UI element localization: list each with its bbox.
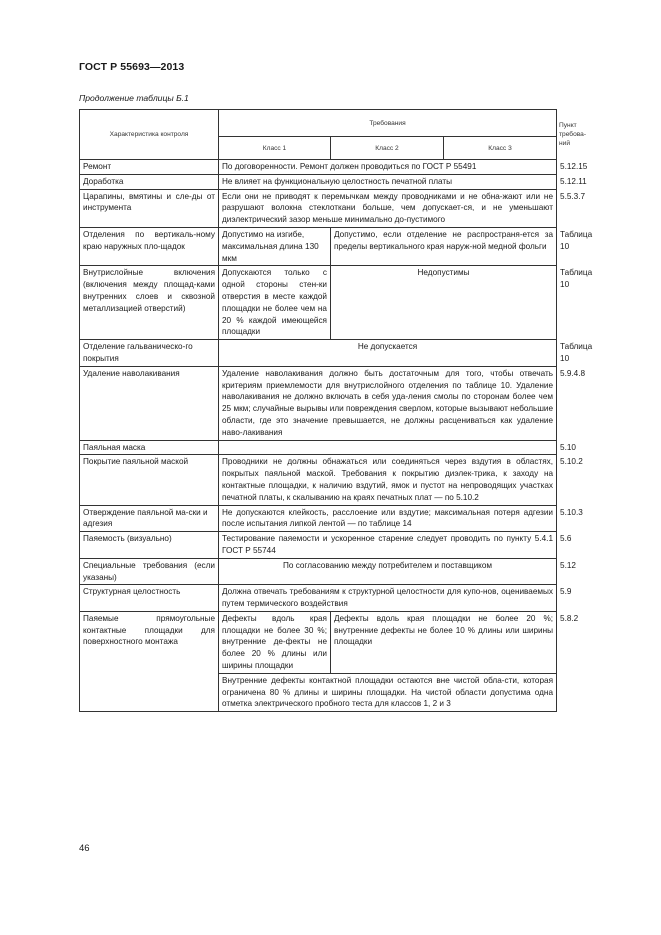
row-requirement: Внутренние дефекты контактной площадки остаются вне чистой обла-сти, которая ограничена 80 % длины и ширины площадки. На чистой области допустима одна отметка электрического пробного теста для классов 1, 2 и 3 (219, 673, 557, 711)
row-class23: Дефекты вдоль края площадки не более 20 %; внутренние дефекты не более 10 % длины или ширины площадки (331, 611, 557, 673)
row-class1: Дефекты вдоль края площадки не более 30 %; внутренние де-фекты не более 20 % длины или ширины площадки (219, 611, 331, 673)
row-name: Отделения по вертикаль-ному краю наружных пло-щадок (80, 227, 219, 265)
table-row: Ремонт По договоренности. Ремонт должен проводиться по ГОСТ Р 55491 5.12.15 (80, 160, 557, 175)
row-class1: Допустимо на изгибе, максимальная длина 130 мкм (219, 227, 331, 265)
row-requirement: Проводники не должны обнажаться или соединяться через вздутия в областях, покрытых паяльной маской. Требования к покрытию диэлек-трика, к заходу на контактные площадки, к наличию вздутий, ямок и пустот на непроводящих участках печатной платы, к скалыванию на краях печатных плат — по 5.10.2 (219, 455, 557, 505)
table-row: Царапины, вмятины и сле-ды от инструмента Если они не приводят к перемычкам между проводниками и не обна-жают или не разрушают волокна стеклоткани больше, чем допускает-ся, и не уменьшают диэлектрический зазор меньше минимально до-пустимого 5.5.3.7 (80, 189, 557, 227)
row-requirement: По согласованию между потребителем и поставщиком (219, 558, 557, 585)
document-code: ГОСТ Р 55693—2013 (79, 61, 185, 73)
row-requirement: По договоренности. Ремонт должен проводиться по ГОСТ Р 55491 (219, 160, 557, 175)
row-class23: Недопустимы (331, 266, 557, 340)
header-characteristic: Характеристика контроля (80, 110, 219, 160)
row-name: Покрытие паяльной маской (80, 455, 219, 505)
row-name: Ремонт (80, 160, 219, 175)
row-class1: Допускаются только с одной стороны стен-ки отверстия в месте каждой площадки не более чем на 20 % каждой имеющейся площадки (219, 266, 331, 340)
row-name: Отверждение паяльной ма-ски и адгезия (80, 505, 219, 532)
table-caption: Продолжение таблицы Б.1 (79, 93, 189, 103)
header-requirements: Требования (219, 110, 557, 137)
row-requirement: Не допускаются клейкость, расслоение или вздутие; максимальная потеря адгезии после испытания липкой лентой — по таблице 14 (219, 505, 557, 532)
table-row: Отделения по вертикаль-ному краю наружных пло-щадок Допустимо на изгибе, максимальная длина 130 мкм Допустимо, если отделение не распространя-ется за пределы вертикального края наруж-ной медной фольги Таблица 10 (80, 227, 557, 265)
row-requirement: Тестирование паяемости и ускоренное старение следует проводить по пункту 5.4.1 ГОСТ Р 55744 (219, 532, 557, 559)
table-row: Отделение гальваническо-го покрытия Не допускается Таблица 10 (80, 340, 557, 367)
row-name: Отделение гальваническо-го покрытия (80, 340, 219, 367)
requirements-table: Характеристика контроля Требования Пункт требова-ний Класс 1 Класс 2 Класс 3 Ремонт По договоренности. Ремонт должен проводиться по ГОСТ Р 55491 5.12.15 Доработка Не влияет на функциональную целостность печатной платы 5.12.11 Царапины, вмятины и сле-ды от инструмента Если они не приводят к перемычкам между проводниками и не обна-жают или не разрушают волокна стеклоткани больше, чем допускает-ся, и не уменьшают диэлектрический зазор меньше минимально до-пустимого 5.5.3.7 Отделения по вертикаль-ному краю наружных пло-щадок Допустимо на изгибе, максимальная длина 130 мкм Допустимо, если отделение не распространя-ется за пределы вертикального края наруж-ной медной фольги Таблица 10 Внутрислойные включения (включения между площад-ками внутренних слоев и сквозной металлизацией отверстий) Допускаются только с одной стороны стен-ки отверстия в месте каждой площадки не более чем на 20 % каждой имеющейся площадки Недопустимы Таблица 10 Отделение гальваническо-го покрытия Не допускается Таблица 10 Удаление наволакивания Удаление наволакивания должно быть достаточным для того, чтобы отвечать критериям приемлемости для внутрислойного отделения по таблице 10. Удаление наволакивания не должно включать в себя уда-ления смолы по сторонам более чем 25 мкм; случайные вырывы или повреждения сверлом, которые вызывают небольшие области, где это значение превышается, не должны расцениваться как удаление наво-лакивания 5.9.4.8 Паяльная маска 5.10 Покрытие паяльной маской Проводники не должны обнажаться или соединяться через вздутия в областях, покрытых паяльной маской. Требования к покрытию диэлек-трика, к заходу на контактные площадки, к наличию вздутий, ямок и пустот на непроводящих участках печатной платы, к скалыванию на краях печатных плат — по 5.10.2 5.10.2 Отверждение паяльной ма-ски и адгезия Не допускаются клейкость, расслоение или вздутие; максимальная потеря адгезии после испытания липкой лентой — по таблице 14 5.10.3 Паяемость (визуально) Тестирование паяемости и ускоренное старение следует проводить по пункту 5.4.1 ГОСТ Р 55744 5.6 Специальные требования (если указаны) По согласованию между потребителем и поставщиком 5.12 Структурная целостность Должна отвечать требованиям к структурной целостности для купо-нов, оцениваемых путем термического воздействия 5.9 Паяемые прямоугольные контактные площадки для поверхностного монтажа Дефекты вдоль края площадки не более 30 %; внутренние де-фекты не более 20 % длины или ширины площадки Дефекты вдоль края площадки не более 20 %; внутренние дефекты не более 10 % длины или ширины площадки 5.8.2 Внутренние дефекты контактной площадки остаются вне чистой обла-сти, которая ограничена 80 % длины и ширины площадки. На чистой области допустима одна отметка электрического пробного теста для классов 1, 2 и 3 (79, 109, 557, 712)
table-row: Доработка Не влияет на функциональную целостность печатной платы 5.12.11 (80, 174, 557, 189)
row-requirement: Не допускается (219, 340, 557, 367)
row-name: Паяльная маска (80, 440, 219, 455)
table-row: Внутрислойные включения (включения между площад-ками внутренних слоев и сквозной металлизацией отверстий) Допускаются только с одной стороны стен-ки отверстия в месте каждой площадки не более чем на 20 % каждой имеющейся площадки Недопустимы Таблица 10 (80, 266, 557, 340)
row-name: Паяемость (визуально) (80, 532, 219, 559)
row-requirement (219, 440, 557, 455)
row-requirement: Не влияет на функциональную целостность печатной платы (219, 174, 557, 189)
row-requirement: Должна отвечать требованиям к структурной целостности для купо-нов, оцениваемых путем термического воздействия (219, 585, 557, 612)
row-requirement: Если они не приводят к перемычкам между проводниками и не обна-жают или не разрушают волокна стеклоткани больше, чем допускает-ся, и не уменьшают диэлектрический зазор меньше минимально до-пустимого (219, 189, 557, 227)
row-requirement: Удаление наволакивания должно быть достаточным для того, чтобы отвечать критериям приемлемости для внутрислойного отделения по таблице 10. Удаление наволакивания не должно включать в себя уда-ления смолы по сторонам более чем 25 мкм; случайные вырывы или повреждения сверлом, которые вызывают небольшие области, где это значение превышается, не должны расцениваться как удаление наво-лакивания (219, 366, 557, 440)
header-class2: Класс 2 (331, 137, 444, 160)
table-row: Покрытие паяльной маской Проводники не должны обнажаться или соединяться через вздутия в областях, покрытых паяльной маской. Требования к покрытию диэлек-трика, к заходу на контактные площадки, к наличию вздутий, ямок и пустот на непроводящих участках печатной платы, к скалыванию на краях печатных плат — по 5.10.2 5.10.2 (80, 455, 557, 505)
table-row: Паяемость (визуально) Тестирование паяемости и ускоренное старение следует проводить по пункту 5.4.1 ГОСТ Р 55744 5.6 (80, 532, 557, 559)
row-name: Доработка (80, 174, 219, 189)
table-row: Паяльная маска 5.10 (80, 440, 557, 455)
page-number: 46 (79, 843, 90, 854)
header-class3: Класс 3 (444, 137, 557, 160)
row-name: Внутрислойные включения (включения между площад-ками внутренних слоев и сквозной металлизацией отверстий) (80, 266, 219, 340)
row-name: Специальные требования (если указаны) (80, 558, 219, 585)
table-row: Структурная целостность Должна отвечать требованиям к структурной целостности для купо-нов, оцениваемых путем термического воздействия 5.9 (80, 585, 557, 612)
row-class23: Допустимо, если отделение не распространя-ется за пределы вертикального края наруж-ной медной фольги (331, 227, 557, 265)
table-row: Удаление наволакивания Удаление наволакивания должно быть достаточным для того, чтобы отвечать критериям приемлемости для внутрислойного отделения по таблице 10. Удаление наволакивания не должно включать в себя уда-ления смолы по сторонам более чем 25 мкм; случайные вырывы или повреждения сверлом, которые вызывают небольшие области, где это значение превышается, не должны расцениваться как удаление наво-лакивания 5.9.4.8 (80, 366, 557, 440)
table-row: Паяемые прямоугольные контактные площадки для поверхностного монтажа Дефекты вдоль края площадки не более 30 %; внутренние де-фекты не более 20 % длины или ширины площадки Дефекты вдоль края площадки не более 20 %; внутренние дефекты не более 10 % длины или ширины площадки 5.8.2 (80, 611, 557, 673)
row-name: Паяемые прямоугольные контактные площадки для поверхностного монтажа (80, 611, 219, 711)
row-name: Царапины, вмятины и сле-ды от инструмента (80, 189, 219, 227)
header-class1: Класс 1 (219, 137, 331, 160)
table-row: Специальные требования (если указаны) По согласованию между потребителем и поставщиком 5.12 (80, 558, 557, 585)
row-name: Структурная целостность (80, 585, 219, 612)
table-row: Отверждение паяльной ма-ски и адгезия Не допускаются клейкость, расслоение или вздутие; максимальная потеря адгезии после испытания липкой лентой — по таблице 14 5.10.3 (80, 505, 557, 532)
row-name: Удаление наволакивания (80, 366, 219, 440)
